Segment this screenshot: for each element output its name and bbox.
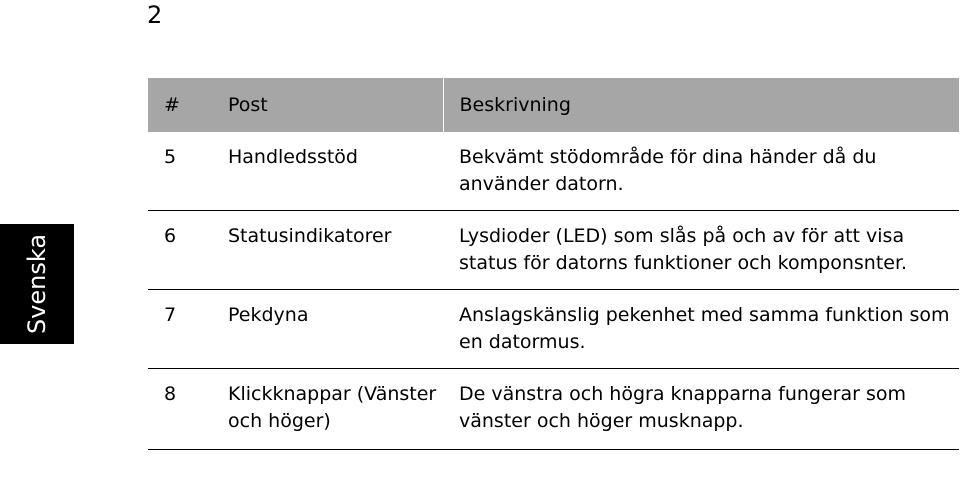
row-description: Anslagskänslig pekenhet med samma funktion som en datormus. bbox=[443, 290, 959, 369]
language-side-tab bbox=[0, 224, 74, 344]
table-header-row bbox=[148, 78, 959, 132]
row-post: Pekdyna bbox=[212, 290, 443, 369]
row-description: Bekvämt stödområde för dina händer då du använder datorn. bbox=[443, 132, 959, 211]
row-post: Handledsstöd bbox=[212, 132, 443, 211]
table-row bbox=[148, 211, 959, 290]
page-number: 2 bbox=[147, 1, 163, 29]
row-description: De vänstra och högra knapparna fungerar som vänster och höger musknapp. bbox=[443, 369, 959, 450]
row-number: 8 bbox=[148, 369, 212, 450]
row-post: Statusindikatorer bbox=[212, 211, 443, 290]
table-row bbox=[148, 369, 959, 450]
row-description: Lysdioder (LED) som slås på och av för att visa status för datorns funktioner och komponsnter. bbox=[443, 211, 959, 290]
header-description: Beskrivning bbox=[443, 78, 959, 132]
row-post: Klickknappar (Vänster och höger) bbox=[212, 369, 443, 450]
header-number: # bbox=[148, 78, 212, 132]
table-row bbox=[148, 290, 959, 369]
row-number: 7 bbox=[148, 290, 212, 369]
component-table bbox=[148, 78, 959, 450]
table-row bbox=[148, 132, 959, 211]
header-post: Post bbox=[212, 78, 443, 132]
row-number: 5 bbox=[148, 132, 212, 211]
language-label: Svenska bbox=[23, 233, 51, 335]
row-number: 6 bbox=[148, 211, 212, 290]
